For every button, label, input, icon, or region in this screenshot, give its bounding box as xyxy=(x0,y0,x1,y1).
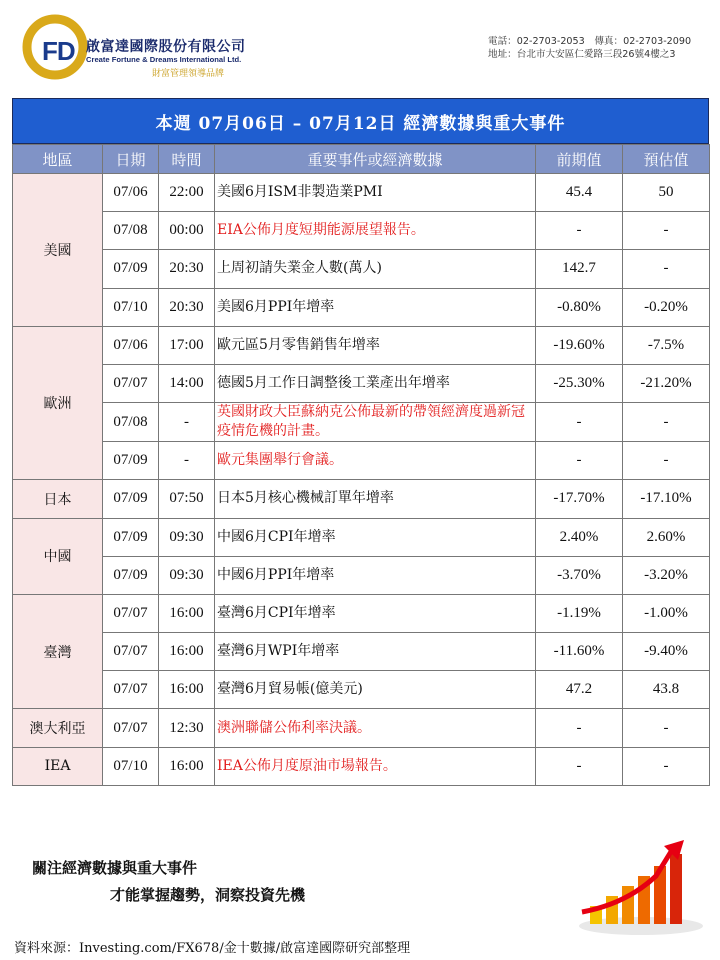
table-row xyxy=(13,250,710,288)
table-title: 本週 07月06日 – 07月12日 經濟數據與重大事件 xyxy=(12,98,709,144)
col-event: 重要事件或經濟數據 xyxy=(215,145,536,174)
date-cell: 07/07 xyxy=(103,671,159,709)
table-row xyxy=(13,480,710,518)
table-row xyxy=(13,518,710,556)
company-name-zh: 啟富達國際股份有限公司 xyxy=(86,39,246,55)
previous-value-cell: -11.60% xyxy=(536,633,623,671)
event-cell: 美國6月PPI年增率 xyxy=(215,288,536,326)
company-slogan: 財富管理領導品牌 xyxy=(152,69,225,79)
forecast-value-cell: - xyxy=(623,747,710,785)
time-cell: 14:00 xyxy=(159,364,215,402)
table-header-row xyxy=(13,145,710,174)
previous-value-cell: -19.60% xyxy=(536,326,623,364)
event-cell: 英國財政大臣蘇納克公佈最新的帶領經濟度過新冠疫情危機的計畫。 xyxy=(215,403,536,442)
event-cell: 中國6月CPI年增率 xyxy=(215,518,536,556)
table-row xyxy=(13,556,710,594)
date-cell: 07/07 xyxy=(103,709,159,747)
company-name-en: Create Fortune & Dreams International Ltd. xyxy=(86,55,242,64)
forecast-value-cell: -21.20% xyxy=(623,364,710,402)
table-body xyxy=(13,174,710,786)
time-cell: 20:30 xyxy=(159,288,215,326)
event-cell: 中國6月PPI年增率 xyxy=(215,556,536,594)
table-row xyxy=(13,671,710,709)
event-cell: EIA公佈月度短期能源展望報告。 xyxy=(215,212,536,250)
event-cell: IEA公佈月度原油市場報告。 xyxy=(215,747,536,785)
forecast-value-cell: - xyxy=(623,250,710,288)
table-row xyxy=(13,212,710,250)
time-cell: 07:50 xyxy=(159,480,215,518)
region-cell: 日本 xyxy=(13,480,103,518)
previous-value-cell: 2.40% xyxy=(536,518,623,556)
region-cell: 臺灣 xyxy=(13,594,103,709)
data-source: 資料來源：Investing.com/FX678/金十數據/啟富達國際研究部整理 xyxy=(14,941,411,956)
time-cell: - xyxy=(159,442,215,480)
date-cell: 07/09 xyxy=(103,480,159,518)
date-cell: 07/10 xyxy=(103,288,159,326)
date-cell: 07/08 xyxy=(103,403,159,442)
time-cell: 16:00 xyxy=(159,671,215,709)
col-time: 時間 xyxy=(159,145,215,174)
col-region: 地區 xyxy=(13,145,103,174)
date-cell: 07/07 xyxy=(103,364,159,402)
address-line: 地址：台北市大安區仁愛路三段26號4樓之3 xyxy=(488,49,676,60)
events-board xyxy=(12,98,709,786)
previous-value-cell: - xyxy=(536,747,623,785)
event-cell: 上周初請失業金人數(萬人) xyxy=(215,250,536,288)
phone-fax-line: 電話：02-2703-2053 傳真：02-2703-2090 xyxy=(488,36,692,47)
event-cell: 美國6月ISM非製造業PMI xyxy=(215,174,536,212)
growth-bar-chart-icon xyxy=(576,838,706,938)
previous-value-cell: -1.19% xyxy=(536,594,623,632)
logo-letters: FD xyxy=(42,36,75,66)
table-row xyxy=(13,633,710,671)
event-cell: 歐元區5月零售銷售年增率 xyxy=(215,326,536,364)
date-cell: 07/06 xyxy=(103,326,159,364)
previous-value-cell: 45.4 xyxy=(536,174,623,212)
forecast-value-cell: - xyxy=(623,442,710,480)
date-cell: 07/07 xyxy=(103,633,159,671)
date-cell: 07/06 xyxy=(103,174,159,212)
previous-value-cell: - xyxy=(536,403,623,442)
date-cell: 07/07 xyxy=(103,594,159,632)
forecast-value-cell: 2.60% xyxy=(623,518,710,556)
event-cell: 臺灣6月CPI年增率 xyxy=(215,594,536,632)
event-cell: 德國5月工作日調整後工業產出年增率 xyxy=(215,364,536,402)
previous-value-cell: - xyxy=(536,709,623,747)
date-cell: 07/09 xyxy=(103,250,159,288)
region-cell: 澳大利亞 xyxy=(13,709,103,747)
forecast-value-cell: -7.5% xyxy=(623,326,710,364)
previous-value-cell: -17.70% xyxy=(536,480,623,518)
table-row xyxy=(13,442,710,480)
forecast-value-cell: -9.40% xyxy=(623,633,710,671)
table-row xyxy=(13,288,710,326)
table-row xyxy=(13,709,710,747)
forecast-value-cell: -17.10% xyxy=(623,480,710,518)
time-cell: 12:30 xyxy=(159,709,215,747)
footer-note-line1: 關注經濟數據與重大事件 xyxy=(32,859,198,877)
time-cell: 16:00 xyxy=(159,747,215,785)
company-logo xyxy=(22,14,292,84)
contact-info xyxy=(488,35,691,61)
date-cell: 07/09 xyxy=(103,518,159,556)
previous-value-cell: -3.70% xyxy=(536,556,623,594)
forecast-value-cell: -3.20% xyxy=(623,556,710,594)
time-cell: - xyxy=(159,403,215,442)
forecast-value-cell: -0.20% xyxy=(623,288,710,326)
previous-value-cell: - xyxy=(536,442,623,480)
event-cell: 日本5月核心機械訂單年增率 xyxy=(215,480,536,518)
forecast-value-cell: - xyxy=(623,403,710,442)
event-cell: 歐元集團舉行會議。 xyxy=(215,442,536,480)
previous-value-cell: -25.30% xyxy=(536,364,623,402)
time-cell: 09:30 xyxy=(159,518,215,556)
table-row xyxy=(13,174,710,212)
col-previous: 前期值 xyxy=(536,145,623,174)
table-row xyxy=(13,403,710,442)
time-cell: 09:30 xyxy=(159,556,215,594)
forecast-value-cell: 50 xyxy=(623,174,710,212)
event-cell: 臺灣6月WPI年增率 xyxy=(215,633,536,671)
previous-value-cell: -0.80% xyxy=(536,288,623,326)
previous-value-cell: 47.2 xyxy=(536,671,623,709)
event-cell: 澳洲聯儲公佈利率決議。 xyxy=(215,709,536,747)
table-row xyxy=(13,326,710,364)
forecast-value-cell: - xyxy=(623,212,710,250)
time-cell: 20:30 xyxy=(159,250,215,288)
forecast-value-cell: 43.8 xyxy=(623,671,710,709)
time-cell: 16:00 xyxy=(159,594,215,632)
date-cell: 07/09 xyxy=(103,556,159,594)
time-cell: 00:00 xyxy=(159,212,215,250)
col-forecast: 預估值 xyxy=(623,145,710,174)
table-row xyxy=(13,747,710,785)
region-cell: 美國 xyxy=(13,174,103,327)
event-cell: 臺灣6月貿易帳(億美元) xyxy=(215,671,536,709)
table-row xyxy=(13,594,710,632)
col-date: 日期 xyxy=(103,145,159,174)
forecast-value-cell: -1.00% xyxy=(623,594,710,632)
forecast-value-cell: - xyxy=(623,709,710,747)
date-cell: 07/10 xyxy=(103,747,159,785)
events-table xyxy=(12,144,710,786)
region-cell: 歐洲 xyxy=(13,326,103,480)
time-cell: 17:00 xyxy=(159,326,215,364)
footer-note-line2: 才能掌握趨勢，洞察投資先機 xyxy=(110,886,306,904)
date-cell: 07/09 xyxy=(103,442,159,480)
table-row xyxy=(13,364,710,402)
date-cell: 07/08 xyxy=(103,212,159,250)
region-cell: IEA xyxy=(13,747,103,785)
region-cell: 中國 xyxy=(13,518,103,594)
previous-value-cell: - xyxy=(536,212,623,250)
time-cell: 16:00 xyxy=(159,633,215,671)
previous-value-cell: 142.7 xyxy=(536,250,623,288)
time-cell: 22:00 xyxy=(159,174,215,212)
